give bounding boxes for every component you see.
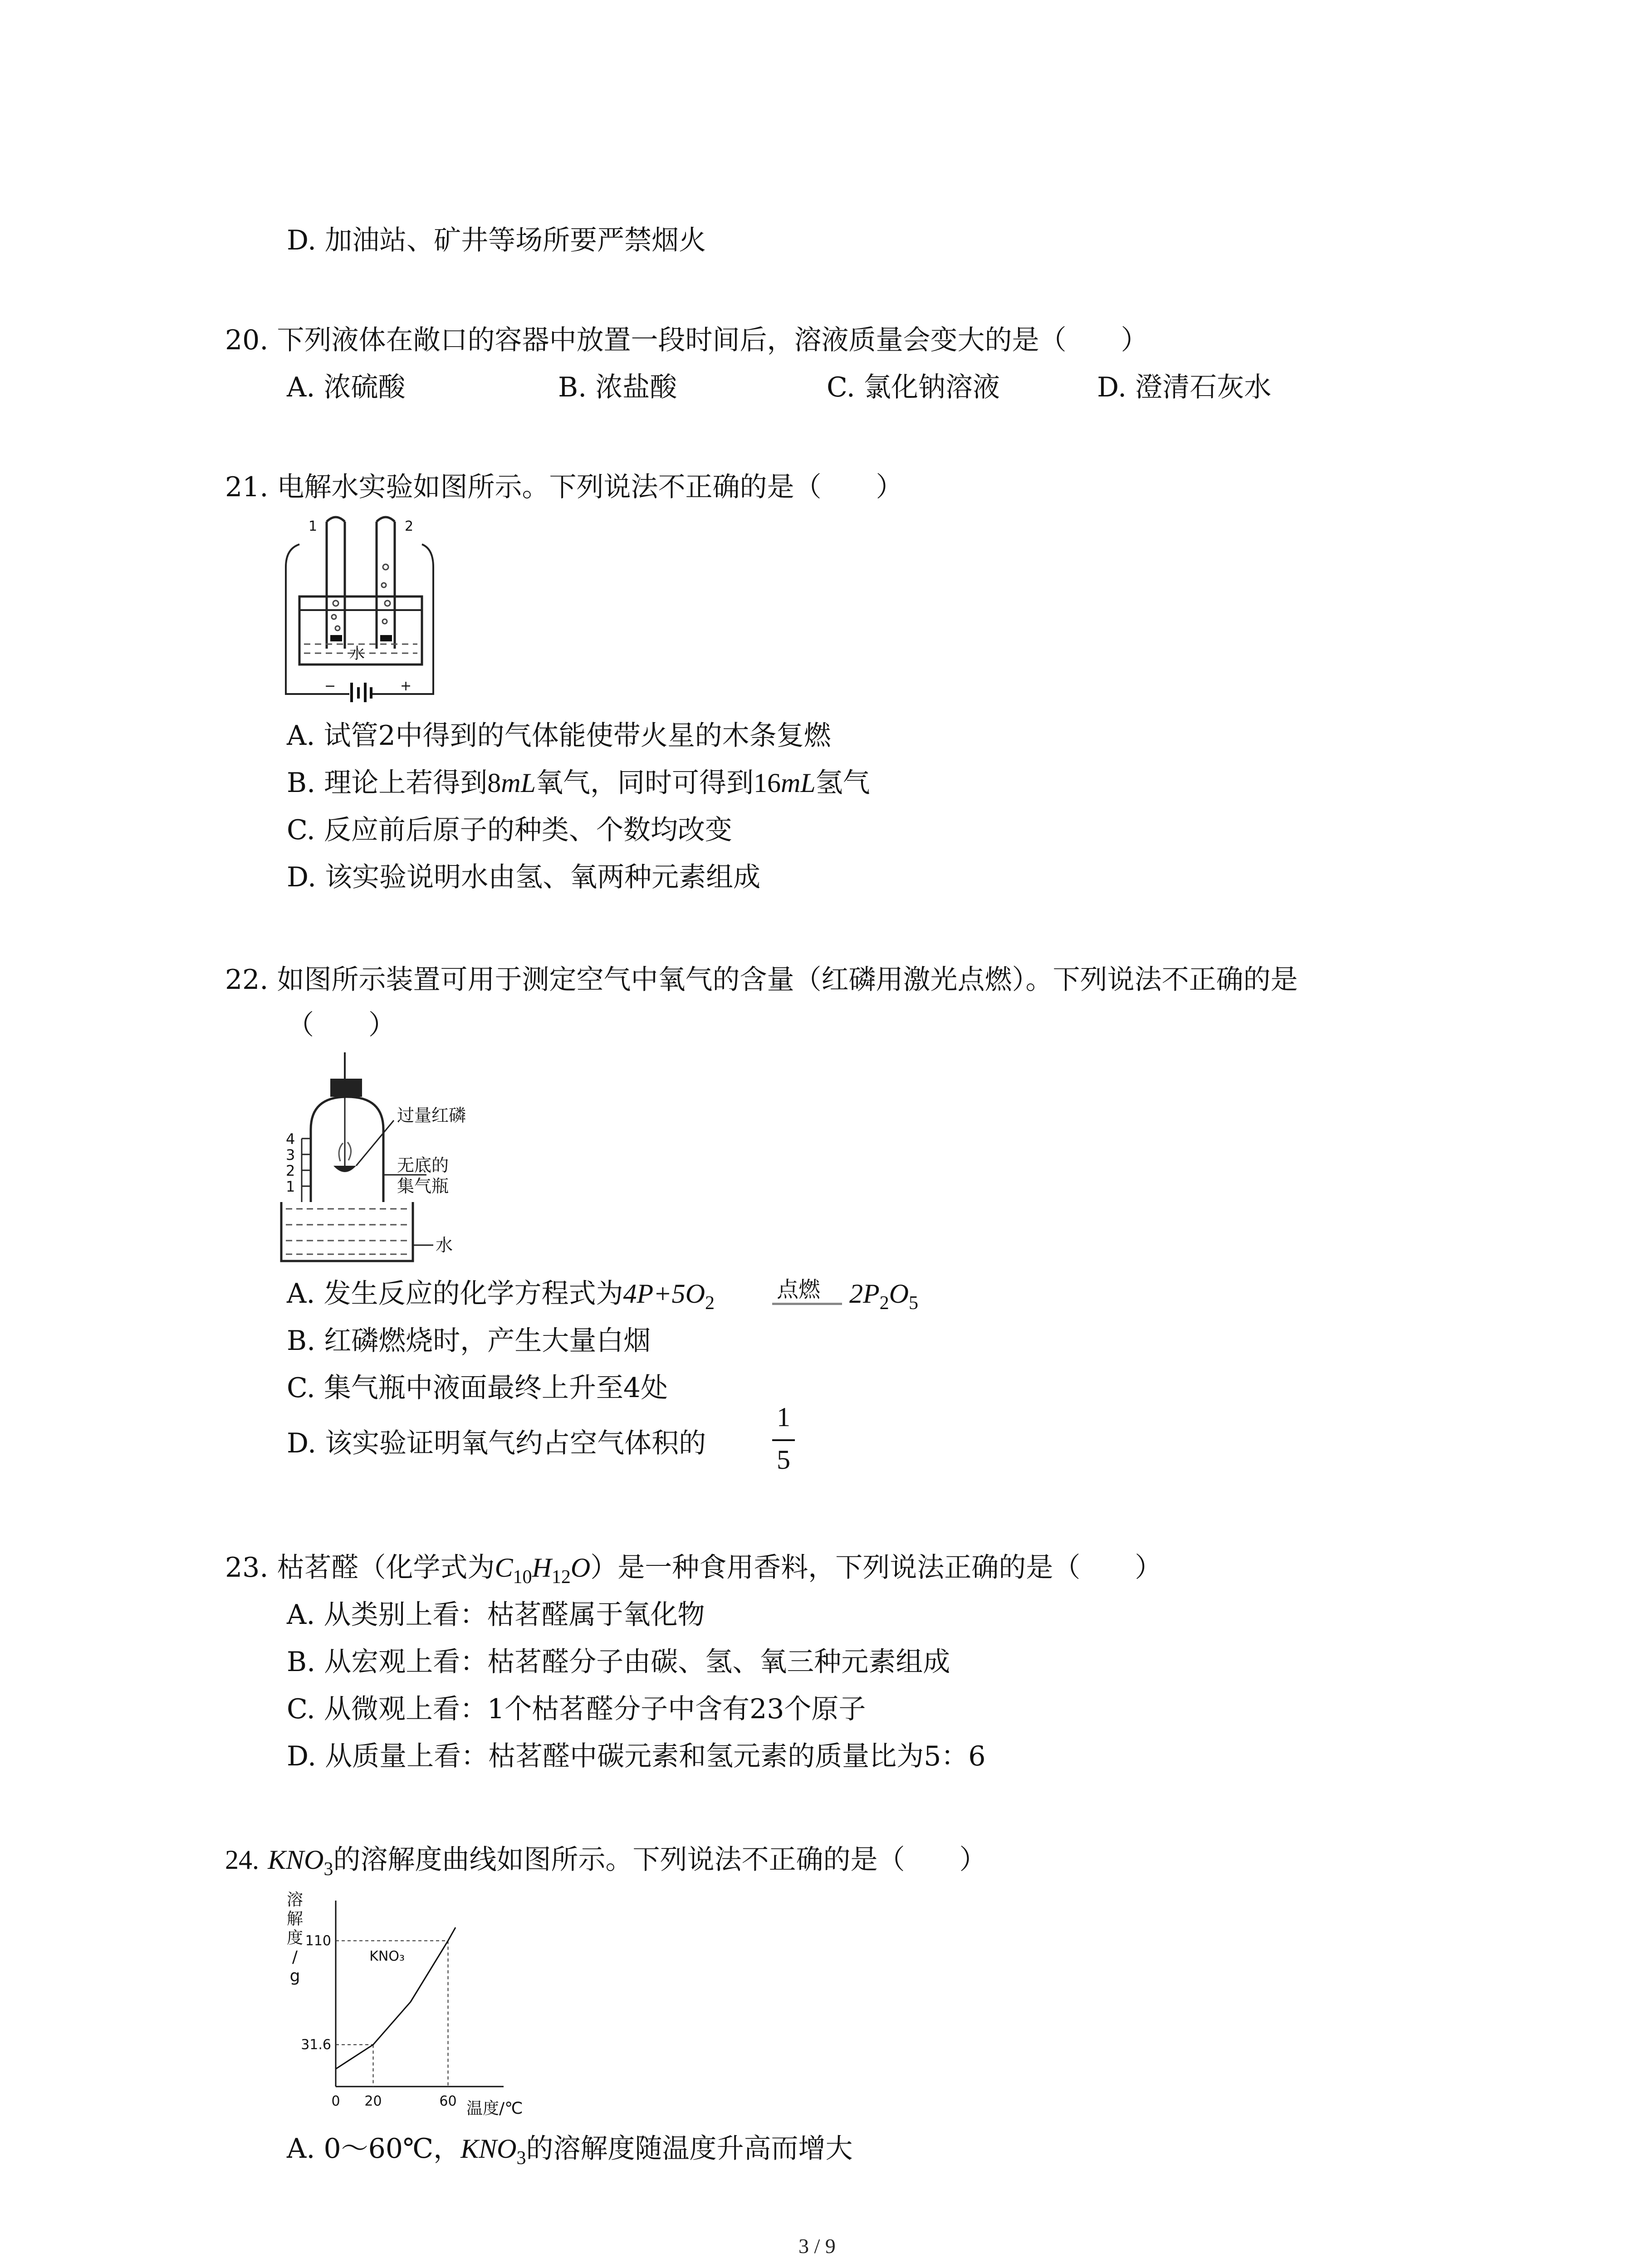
q23-option-a: A. 从类别上看：枯茗醛属于氧化物 <box>287 1599 705 1631</box>
q22-equation-rhs-pre: 2P <box>849 1279 880 1309</box>
q20-option-c: C. 氯化钠溶液 <box>827 371 1000 403</box>
q23-option-d: D. 从质量上看：枯茗醛中碳元素和氢元素的质量比为5：6 <box>287 1740 986 1772</box>
q24-stem <box>225 1841 986 1879</box>
y-tick-label: 31.6 <box>301 2037 331 2053</box>
q24-stem-number: 24. <box>225 1845 259 1875</box>
q20-option-b: B. 浓盐酸 <box>558 371 677 403</box>
q23-formula-c-sub: 10 <box>513 1567 532 1588</box>
q22-fraction-denominator: 5 <box>777 1445 790 1475</box>
q23-stem <box>225 1549 1162 1587</box>
scale-mark-1: 1 <box>286 1178 295 1195</box>
q23-formula-h-sub: 12 <box>551 1567 571 1588</box>
q23-formula-h: H <box>532 1553 552 1583</box>
electrolysis-apparatus-figure <box>281 513 436 703</box>
label-bottle-line2: 集气瓶 <box>397 1176 449 1196</box>
q24-option-a-prefix: A. 0～60℃， <box>287 2133 461 2165</box>
q24-option-a-suffix: 的溶解度随温度升高而增大 <box>526 2133 853 2165</box>
y-tick-label: 110 <box>305 1933 331 1949</box>
q22-option-d: D. 该实验证明氧气约占空气体积的 <box>287 1427 706 1459</box>
q21-option-b-value1: 8 <box>487 768 501 798</box>
q21-option-b-suffix: 氢气 <box>815 767 870 799</box>
series-label: KNO₃ <box>369 1948 405 1965</box>
q22-equation-rhs-sub2: 5 <box>909 1293 918 1314</box>
q21-option-b-unit2: mL <box>780 768 816 798</box>
q24-stem-formula: KNO <box>268 1845 324 1875</box>
q21-stem: 21. 电解水实验如图所示。下列说法不正确的是（ ） <box>225 471 903 503</box>
q22-equation-lhs-sub: 2 <box>705 1293 715 1314</box>
scale-mark-2: 2 <box>286 1162 295 1179</box>
q22-option-a-prefix: A. 发生反应的化学方程式为 <box>287 1278 623 1310</box>
q22-fraction-bar <box>772 1439 795 1441</box>
q20-option-d: D. 澄清石灰水 <box>1097 371 1272 403</box>
q22-equation-lhs: 4P+5O <box>623 1279 705 1309</box>
q21-option-b-mid: 氧气，同时可得到 <box>535 767 754 799</box>
q22-equation-condition: 点燃 <box>777 1277 821 1302</box>
q22-option-c: C. 集气瓶中液面最终上升至4处 <box>287 1372 668 1404</box>
q21-option-b-unit1: mL <box>501 768 536 798</box>
scale-mark-4: 4 <box>286 1130 295 1148</box>
q21-option-b <box>287 764 870 802</box>
q19-option-d: D. 加油站、矿井等场所要严禁烟火 <box>287 225 706 256</box>
q23-option-b: B. 从宏观上看：枯茗醛分子由碳、氢、氧三种元素组成 <box>287 1646 950 1678</box>
page-number: 3 / 9 <box>798 2234 836 2258</box>
q24-option-a-formula-sub: 3 <box>516 2148 526 2169</box>
x-tick-label: 0 <box>331 2093 340 2109</box>
x-tick-label: 60 <box>439 2093 457 2109</box>
q22-option-b: B. 红磷燃烧时，产生大量白烟 <box>287 1325 651 1357</box>
label-red-phosphorus: 过量红磷 <box>397 1105 466 1125</box>
negative-terminal-label: − <box>324 678 336 694</box>
positive-terminal-label: + <box>400 678 412 694</box>
q21-option-b-value2: 16 <box>753 768 781 798</box>
q22-equation-rhs <box>849 1275 918 1313</box>
q22-equation-rhs-mid: O <box>889 1279 909 1309</box>
q22-fraction-numerator: 1 <box>777 1402 790 1432</box>
y-axis-label: 溶解度/ g <box>286 1891 304 1985</box>
q21-option-d: D. 该实验说明水由氢、氧两种元素组成 <box>287 861 761 893</box>
q20-option-a: A. 浓硫酸 <box>287 371 406 403</box>
q21-option-a: A. 试管2中得到的气体能使带火星的木条复燃 <box>287 720 831 752</box>
water-label: 水 <box>349 645 365 663</box>
tube1-label: 1 <box>309 518 318 534</box>
q23-stem-suffix: ）是一种食用香料，下列说法正确的是（ ） <box>590 1552 1162 1584</box>
tube2-label: 2 <box>405 518 414 534</box>
q22-equation-rhs-sub1: 2 <box>879 1293 889 1314</box>
q22-stem-line2: （ ） <box>287 1009 396 1041</box>
x-tick-label: 20 <box>364 2093 382 2109</box>
oxygen-content-apparatus-figure <box>277 1052 531 1270</box>
q24-stem-suffix: 的溶解度曲线如图所示。下列说法不正确的是（ ） <box>333 1844 987 1876</box>
q21-option-b-prefix: B. 理论上若得到 <box>287 767 488 799</box>
label-bottle-line1: 无底的 <box>397 1155 449 1175</box>
q23-formula-c: C <box>495 1553 513 1583</box>
q24-stem-formula-sub: 3 <box>323 1859 333 1880</box>
q24-option-a <box>287 2130 853 2168</box>
q23-option-c: C. 从微观上看：1个枯茗醛分子中含有23个原子 <box>287 1693 866 1725</box>
q22-option-a <box>287 1275 715 1313</box>
label-water: 水 <box>436 1235 453 1255</box>
q23-formula-o: O <box>570 1553 591 1583</box>
kno3-solubility-chart <box>281 1887 535 2123</box>
q21-option-c: C. 反应前后原子的种类、个数均改变 <box>287 814 732 846</box>
q23-stem-prefix: 23. 枯茗醛（化学式为 <box>225 1552 495 1584</box>
q24-option-a-formula: KNO <box>460 2134 517 2164</box>
q22-equation-bar <box>772 1303 842 1305</box>
x-axis-label: 温度/℃ <box>466 2099 523 2118</box>
q22-stem-line1: 22. 如图所示装置可用于测定空气中氧气的含量（红磷用激光点燃）。下列说法不正确的是 <box>225 964 1298 996</box>
q20-stem: 20. 下列液体在敞口的容器中放置一段时间后，溶液质量会变大的是（ ） <box>225 324 1148 356</box>
scale-mark-3: 3 <box>286 1146 295 1163</box>
